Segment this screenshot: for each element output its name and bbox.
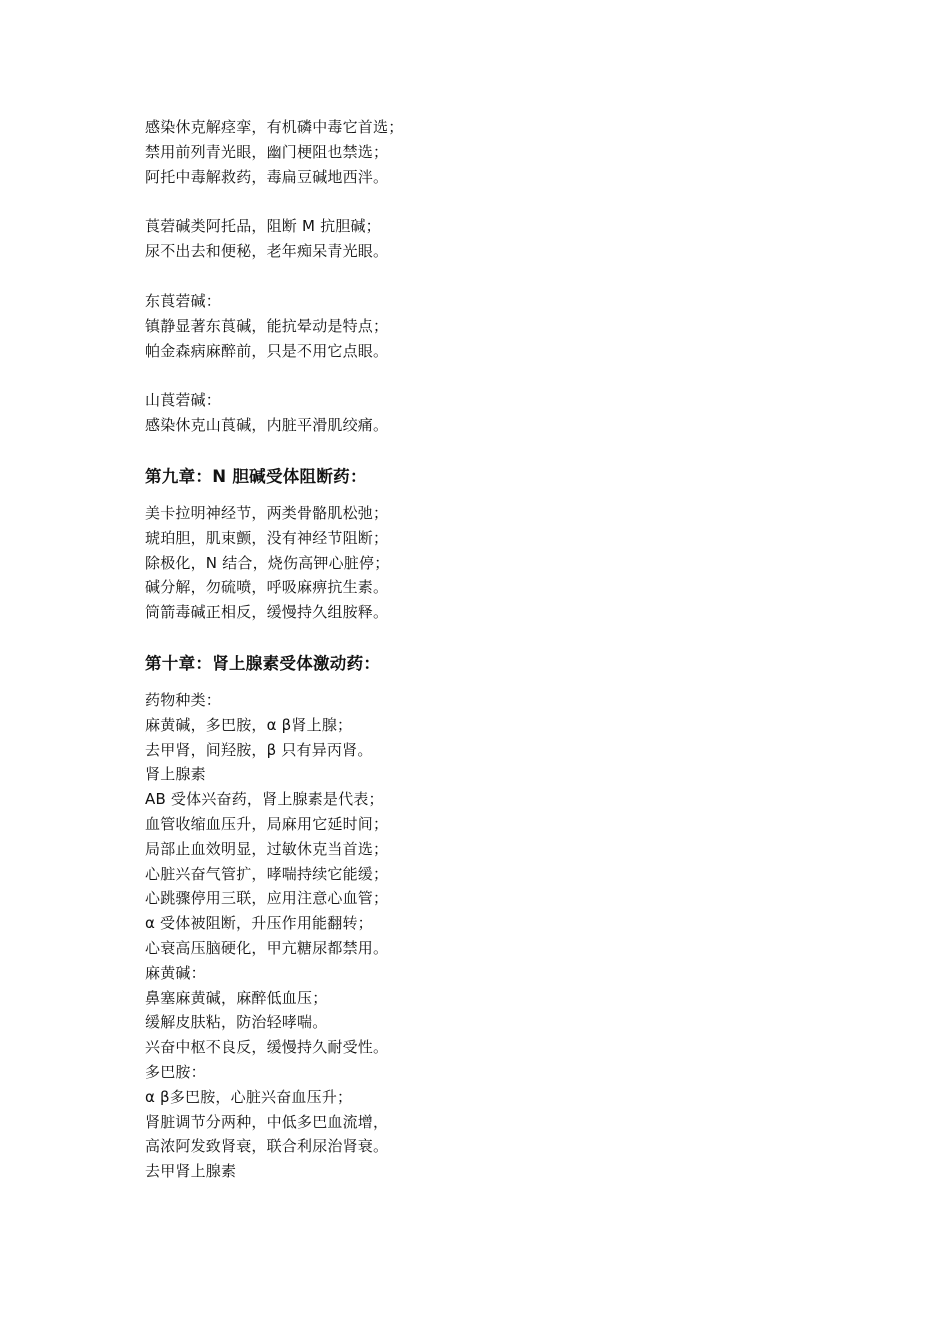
verse-line: 莨菪碱类阿托品，阻断 M 抗胆碱； [145, 217, 381, 236]
subsection-title: 山莨菪碱： [145, 391, 222, 410]
verse-line: 禁用前列青光眼，幽门梗阻也禁选； [145, 142, 389, 161]
verse-line: 美卡拉明神经节，两类骨骼肌松弛； [145, 503, 389, 522]
scopolamine-verse [145, 289, 845, 363]
spacer [145, 438, 845, 464]
verse-line: 兴奋中枢不良反，缓慢持久耐受性。 [145, 1038, 389, 1057]
verse-line: 尿不出去和便秘，老年痴呆青光眼。 [145, 242, 389, 261]
verse-line: 局部止血效明显，过敏休克当首选； [145, 839, 389, 858]
verse-line: 心脏兴奋气管扩，哮喘持续它能缓； [145, 864, 389, 883]
verse-line: 心跳骤停用三联，应用注意心血管； [145, 889, 389, 908]
verse-line: 帕金森病麻醉前，只是不用它点眼。 [145, 341, 389, 360]
verse-line: 感染休克山莨碱，内脏平滑肌绞痛。 [145, 416, 389, 435]
subsection-title: 去甲肾上腺素 [145, 1162, 237, 1181]
subsection-title: 多巴胺： [145, 1062, 206, 1081]
spacer [145, 189, 845, 214]
verse-line: 麻黄碱，多巴胺，α β肾上腺； [145, 715, 353, 734]
verse-line: α 受体被阻断，升压作用能翻转； [145, 914, 373, 933]
chapter-9 [145, 464, 845, 625]
subsection-title: 肾上腺素 [145, 765, 206, 784]
spacer [145, 264, 845, 289]
verse-line: 镇静显著东莨碱，能抗晕动是特点； [145, 316, 389, 335]
verse-line: 去甲肾，间羟胺，β 只有异丙肾。 [145, 740, 373, 759]
verse-line: 碱分解，勿硫喷，呼吸麻痹抗生素。 [145, 578, 389, 597]
spacer [145, 363, 845, 388]
subsection-title: 麻黄碱： [145, 963, 206, 982]
belladonna-verse [145, 214, 845, 264]
verse-line: 筒箭毒碱正相反，缓慢持久组胺释。 [145, 603, 389, 622]
verse-line: 除极化，N 结合，烧伤高钾心脏停； [145, 553, 390, 572]
verse-line: 琥珀胆，肌束颤，没有神经节阻断； [145, 528, 389, 547]
verse-line: α β多巴胺，心脏兴奋血压升； [145, 1087, 353, 1106]
verse-line: 心衰高压脑硬化，甲亢糖尿都禁用。 [145, 938, 389, 957]
document-page [145, 115, 845, 1184]
verse-line: 血管收缩血压升，局麻用它延时间； [145, 814, 389, 833]
chapter-heading: 第九章：N 胆碱受体阻断药： [145, 466, 367, 486]
verse-line: 鼻塞麻黄碱，麻醉低血压； [145, 988, 328, 1007]
verse-line: 高浓阿发致肾衰，联合利尿治肾衰。 [145, 1137, 389, 1156]
chapter-10 [145, 651, 845, 1184]
spacer [145, 677, 845, 688]
subsection-title: 东莨菪碱： [145, 291, 222, 310]
spacer [145, 625, 845, 651]
chapter-heading: 第十章：肾上腺素受体激动药： [145, 653, 381, 673]
verse-line: 阿托中毒解救药，毒扁豆碱地西泮。 [145, 167, 389, 186]
verse-line: AB 受体兴奋药，肾上腺素是代表； [145, 790, 384, 809]
verse-line: 感染休克解痉挛，有机磷中毒它首选； [145, 118, 404, 136]
anisodamine-verse [145, 388, 845, 438]
spacer [145, 490, 845, 501]
verse-line: 肾脏调节分两种，中低多巴血流增， [145, 1112, 389, 1131]
subsection-title: 药物种类： [145, 690, 222, 709]
atropine-verse [145, 115, 845, 189]
verse-line: 缓解皮肤粘，防治轻哮喘。 [145, 1013, 328, 1032]
